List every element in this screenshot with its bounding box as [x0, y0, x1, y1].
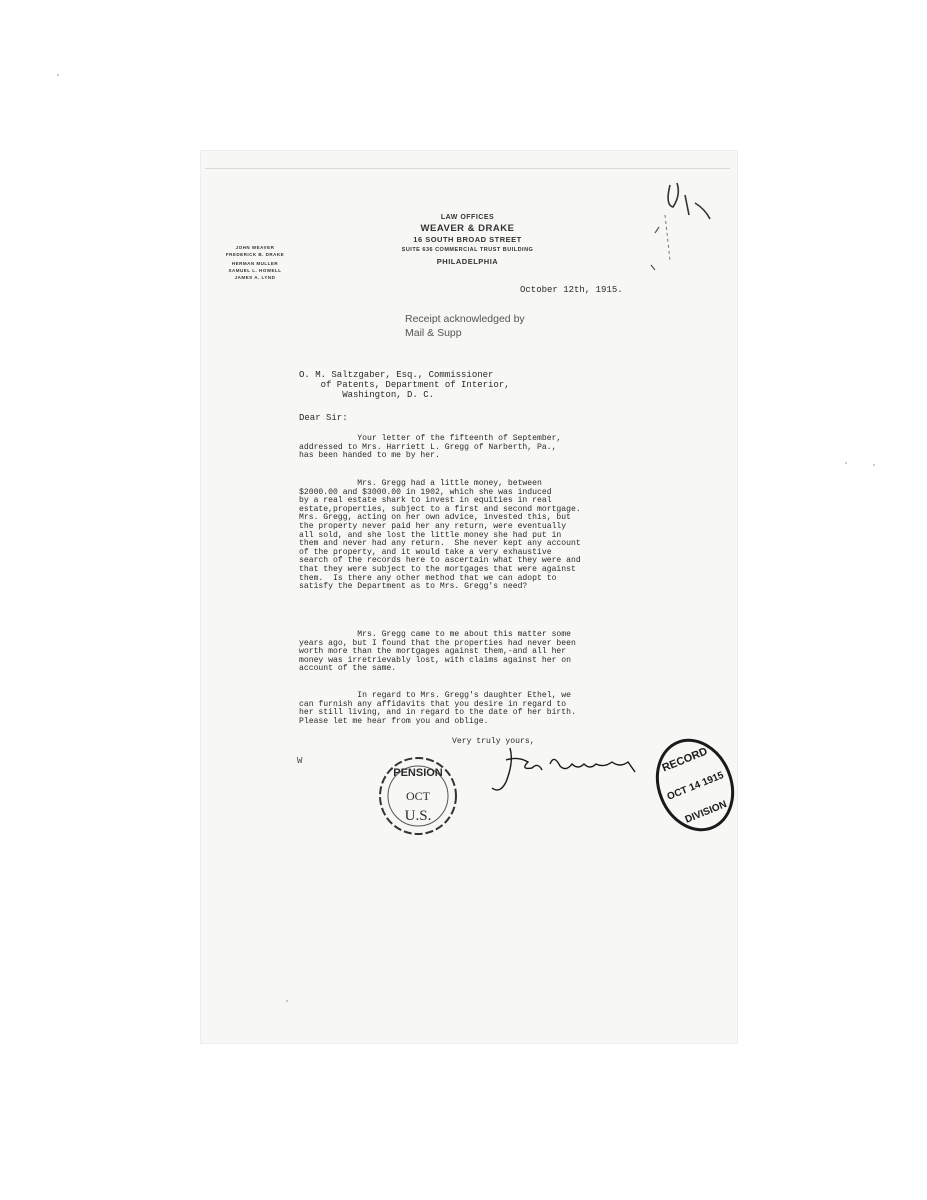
partner-name: JOHN WEAVER [235, 245, 275, 250]
page-edge-line [205, 168, 730, 169]
letter-date: October 12th, 1915. [520, 285, 623, 295]
record-stamp-date: OCT 14 1915 [665, 770, 726, 803]
receipt-stamp-line2: Mail & Supp [405, 327, 462, 339]
handwritten-signature [480, 742, 650, 797]
pension-stamp-bottom: U.S. [404, 808, 432, 824]
letterhead-city: PHILADELPHIA [436, 257, 499, 266]
pension-stamp-top: PENSION [393, 767, 443, 779]
scan-speck [286, 1000, 288, 1002]
receipt-stamp [405, 312, 525, 340]
addressee-block: O. M. Saltzgaber, Esq., Commissioner of Patents, Department of Interior, Washington, D. C. [299, 370, 510, 400]
letter-paragraph: Your letter of the fifteenth of September, addressed to Mrs. Harriett L. Gregg of Narberth, Pa., has been handed to me by her. [299, 434, 562, 461]
letter-paragraph: In regard to Mrs. Gregg's daughter Ethel, we can furnish any affidavits that you desire in regard to her still living, and in regard to the date of her birth. Please let me hear from you and oblige. [299, 691, 576, 726]
scan-speck [873, 464, 875, 466]
partner-list [215, 244, 295, 281]
salutation: Dear Sir: [299, 413, 348, 423]
letter-paragraph: Mrs. Gregg came to me about this matter some years ago, but I found that the properties had never been worth more than the mortgages against them,-and all her money was irretrievably lost, with claims against her on account of the same. [299, 630, 576, 674]
letterhead [360, 212, 575, 267]
margin-mark: W [297, 756, 303, 766]
partner-name: FREDERICK B. DRAKE [225, 252, 285, 257]
record-stamp-top: RECORD [660, 745, 710, 775]
letterhead-suite: SUITE 636 COMMERCIAL TRUST BUILDING [401, 247, 534, 253]
pension-stamp-mid: OCT [406, 789, 430, 803]
record-stamp-bottom: DIVISION [683, 799, 729, 826]
partner-name: JAMES A. LYND [234, 275, 276, 280]
partner-name: SAMUEL L. HOWELL [228, 268, 282, 273]
scan-speck [845, 462, 847, 464]
partner-name: HERMAN MULLER [231, 261, 279, 266]
letter-paragraph: Mrs. Gregg had a little money, between $2000.00 and $3000.00 in 1902, which she was induced by a real estate shark to invest in equities in real estate,properties, subject to a first and second mortgage. Mrs. Gregg, acting on her own advice, invested this, but the property never paid her any return, were eventually all sold, and she lost the little money she had put in them and never had any return. She never kept any account of the property, and it would take a very exhaustive search of the records here to ascertain what they were and that they were subject to the mortgages that were against them. Is there any other method that we can adopt to satisfy the Department as to Mrs. Gregg's need? [299, 479, 581, 592]
pension-stamp [372, 752, 464, 840]
closing: Very truly yours, [452, 737, 535, 746]
letterhead-street: 16 SOUTH BROAD STREET [413, 235, 522, 244]
letterhead-law-offices: LAW OFFICES [440, 214, 495, 221]
corner-handwritten-mark [615, 175, 715, 285]
record-division-stamp [650, 735, 740, 835]
scan-speck [57, 74, 59, 76]
receipt-stamp-line1: Receipt acknowledged by [405, 313, 525, 325]
letterhead-firm-name: WEAVER & DRAKE [420, 223, 515, 234]
